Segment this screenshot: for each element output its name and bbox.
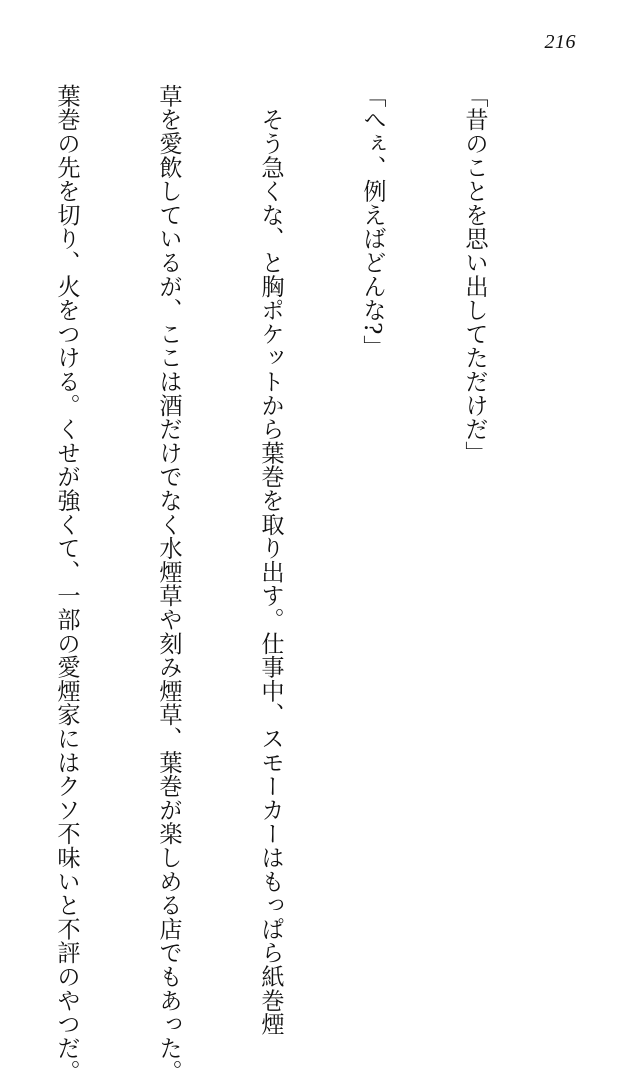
- page-number: 216: [544, 31, 576, 53]
- text-line: 草を愛飲しているが、ここは酒だけでなく水煙草や刻み煙草、葉巻が楽しめる店でもあった。: [155, 84, 182, 1084]
- text-line: 「へぇ、例えばどんな?」: [359, 84, 386, 359]
- text-line: 「昔のことを思い出してただけだ」: [461, 84, 488, 465]
- text-line: 葉巻の先を切り、火をつける。くせが強くて、一部の愛煙家にはクソ不味いと不評のやつだ。: [53, 84, 80, 1084]
- body-text: [0, 84, 559, 1084]
- text-line: そう急くな、と胸ポケットから葉巻を取り出す。仕事中、スモーカーはもっぱら紙巻煙: [257, 84, 284, 1036]
